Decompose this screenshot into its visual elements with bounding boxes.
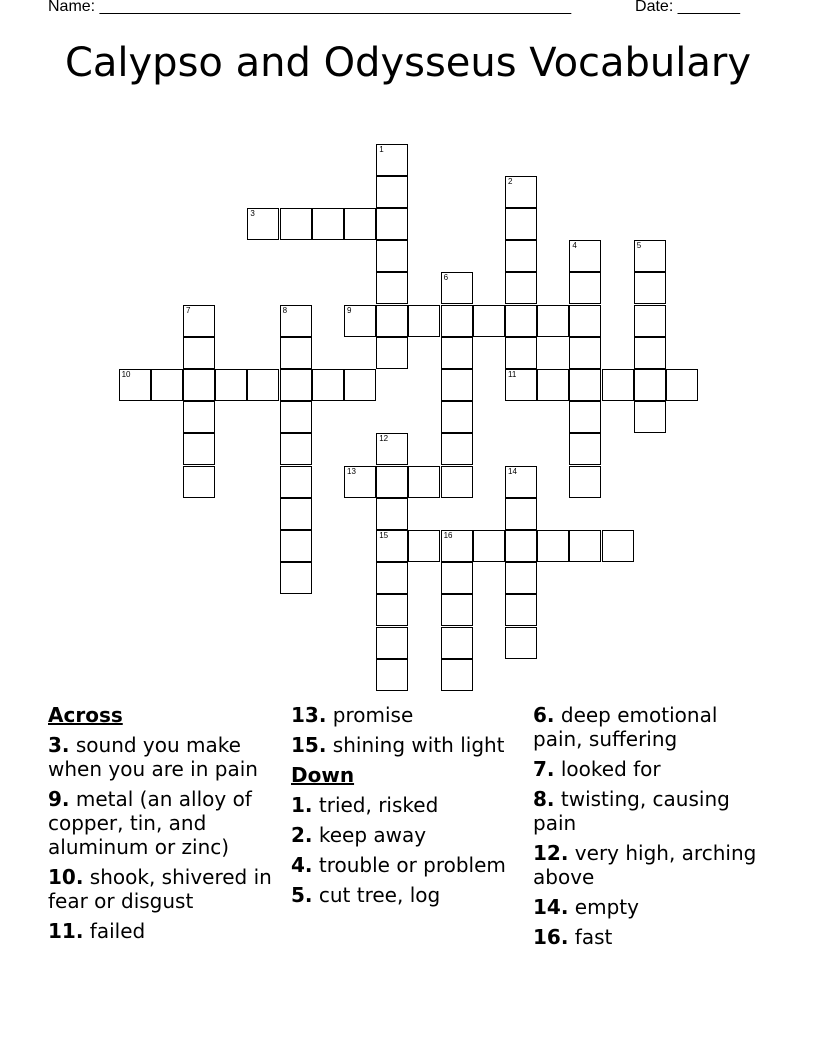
crossword-cell[interactable] — [376, 627, 408, 659]
crossword-cell[interactable] — [344, 305, 376, 337]
crossword-cell[interactable] — [537, 530, 569, 562]
crossword-cell[interactable] — [569, 433, 601, 465]
crossword-cell[interactable] — [537, 369, 569, 401]
clue-number: 1. — [291, 793, 313, 817]
crossword-cell[interactable] — [215, 369, 247, 401]
clue-number-label: 11 — [508, 370, 517, 379]
crossword-cell[interactable] — [183, 466, 215, 498]
crossword-cell[interactable] — [376, 337, 408, 369]
crossword-cell[interactable] — [569, 466, 601, 498]
clue-number: 3. — [48, 733, 70, 757]
crossword-cell[interactable] — [376, 176, 408, 208]
crossword-cell[interactable] — [441, 594, 473, 626]
crossword-cell[interactable] — [441, 530, 473, 562]
clue-text: twisting, causing pain — [533, 787, 730, 835]
crossword-cell[interactable] — [408, 305, 440, 337]
clue-text: tried, risked — [318, 793, 439, 817]
crossword-cell[interactable] — [408, 466, 440, 498]
clue-number-label: 7 — [186, 305, 191, 315]
across-heading: Across — [48, 703, 123, 727]
clue-number-label: 8 — [282, 305, 288, 315]
crossword-cell[interactable] — [280, 208, 312, 240]
clue-number-label: 5 — [636, 241, 642, 251]
crossword-cell[interactable] — [569, 369, 601, 401]
clue-number-label: 2 — [508, 176, 513, 186]
crossword-cell[interactable] — [280, 562, 312, 594]
clue-across-15 — [291, 733, 526, 757]
clue-down-2 — [291, 823, 526, 847]
crossword-cell[interactable] — [376, 530, 408, 562]
name-field[interactable]: Name: _____________________________________________________ — [48, 0, 572, 15]
crossword-cell[interactable] — [602, 530, 634, 562]
crossword-cell[interactable] — [505, 337, 537, 369]
clue-down-4 — [291, 853, 526, 877]
clue-across-9 — [48, 787, 283, 859]
crossword-cell[interactable] — [280, 401, 312, 433]
crossword-cell[interactable] — [441, 337, 473, 369]
crossword-cell[interactable] — [376, 498, 408, 530]
clue-down-12 — [533, 841, 768, 889]
clue-number-label: 16 — [443, 531, 453, 540]
crossword-cell[interactable] — [634, 401, 666, 433]
crossword-cell[interactable] — [376, 272, 408, 304]
crossword-cell[interactable] — [537, 305, 569, 337]
crossword-cell[interactable] — [505, 305, 537, 337]
clue-text: metal (an alloy of copper, tin, and aluminum or zinc) — [48, 787, 252, 859]
clue-text: empty — [574, 895, 639, 919]
clue-down-7 — [533, 757, 768, 781]
crossword-cell[interactable] — [441, 562, 473, 594]
crossword-cell[interactable] — [344, 208, 376, 240]
crossword-cell[interactable] — [344, 369, 376, 401]
crossword-cell[interactable] — [634, 337, 666, 369]
crossword-cell[interactable] — [376, 208, 408, 240]
crossword-cell[interactable] — [505, 498, 537, 530]
crossword-cell[interactable] — [634, 369, 666, 401]
crossword-cell[interactable] — [505, 562, 537, 594]
crossword-cell[interactable] — [280, 369, 312, 401]
clue-number-label: 9 — [347, 305, 352, 315]
crossword-cell[interactable] — [280, 466, 312, 498]
crossword-cell[interactable] — [505, 240, 537, 272]
clue-number: 9. — [48, 787, 70, 811]
clue-down-8 — [533, 787, 768, 835]
clue-text: fast — [574, 925, 613, 949]
crossword-cell[interactable] — [634, 305, 666, 337]
clue-number: 15. — [291, 733, 327, 757]
clue-number-label: 15 — [379, 531, 389, 540]
crossword-cell[interactable] — [280, 498, 312, 530]
clue-number-label: 14 — [508, 466, 517, 476]
crossword-cell[interactable] — [569, 530, 601, 562]
crossword-cell[interactable] — [666, 369, 698, 401]
crossword-cell[interactable] — [569, 272, 601, 304]
crossword-cell[interactable] — [119, 369, 151, 401]
crossword-cell[interactable] — [441, 272, 473, 304]
clue-text: keep away — [318, 823, 427, 847]
clue-text: shining with light — [332, 733, 505, 757]
crossword-cell[interactable] — [183, 401, 215, 433]
clue-across-11 — [48, 919, 283, 943]
clue-number: 12. — [533, 841, 569, 865]
clue-number: 11. — [48, 919, 84, 943]
clue-text: shook, shivered in fear or disgust — [48, 865, 272, 913]
clue-number-label: 6 — [443, 273, 449, 283]
crossword-cell[interactable] — [376, 659, 408, 691]
crossword-cell[interactable] — [602, 369, 634, 401]
clue-number: 5. — [291, 883, 313, 907]
clue-number-label: 12 — [379, 434, 389, 444]
crossword-cell[interactable] — [505, 272, 537, 304]
crossword-cell[interactable] — [280, 337, 312, 369]
crossword-cell[interactable] — [312, 369, 344, 401]
clue-number-label: 13 — [347, 466, 356, 476]
crossword-cell[interactable] — [183, 337, 215, 369]
crossword-cell[interactable] — [183, 433, 215, 465]
crossword-cell[interactable] — [473, 530, 505, 562]
clue-text: promise — [332, 703, 414, 727]
clue-text: cut tree, log — [318, 883, 441, 907]
crossword-cell[interactable] — [247, 208, 279, 240]
clues-column-2 — [291, 703, 526, 913]
crossword-cell[interactable] — [376, 433, 408, 465]
clue-number-label: 3 — [250, 209, 255, 218]
crossword-cell[interactable] — [312, 208, 344, 240]
crossword-cell[interactable] — [280, 305, 312, 337]
crossword-cell[interactable] — [376, 562, 408, 594]
crossword-cell[interactable] — [505, 627, 537, 659]
crossword-cell[interactable] — [634, 240, 666, 272]
clue-across-13 — [291, 703, 526, 727]
crossword-cell[interactable] — [376, 305, 408, 337]
crossword-cell[interactable] — [569, 240, 601, 272]
clue-number: 16. — [533, 925, 569, 949]
clue-down-1 — [291, 793, 526, 817]
clue-number-label: 4 — [572, 241, 577, 251]
crossword-cell[interactable] — [151, 369, 183, 401]
crossword-cell[interactable] — [376, 466, 408, 498]
clue-text: looked for — [560, 757, 661, 781]
crossword-cell[interactable] — [441, 401, 473, 433]
crossword-cell[interactable] — [441, 369, 473, 401]
crossword-cell[interactable] — [376, 240, 408, 272]
clue-number: 7. — [533, 757, 555, 781]
clue-text: deep emotional pain, suffering — [533, 703, 718, 751]
clue-across-10 — [48, 865, 283, 913]
crossword-cell[interactable] — [441, 433, 473, 465]
clue-number: 2. — [291, 823, 313, 847]
crossword-cell[interactable] — [505, 466, 537, 498]
date-field[interactable]: Date: _______ — [635, 0, 740, 15]
clue-text: sound you make when you are in pain — [48, 733, 258, 781]
clue-down-5 — [291, 883, 526, 907]
crossword-cell[interactable] — [569, 305, 601, 337]
crossword-cell[interactable] — [569, 401, 601, 433]
clue-number: 10. — [48, 865, 84, 889]
crossword-cell[interactable] — [441, 627, 473, 659]
crossword-cell[interactable] — [569, 337, 601, 369]
clue-number: 8. — [533, 787, 555, 811]
clue-number: 13. — [291, 703, 327, 727]
page-title: Calypso and Odysseus Vocabulary — [64, 40, 752, 86]
crossword-cell[interactable] — [505, 594, 537, 626]
crossword-cell[interactable] — [505, 176, 537, 208]
clue-down-14 — [533, 895, 768, 919]
clue-down-6 — [533, 703, 768, 751]
crossword-cell[interactable] — [183, 369, 215, 401]
crossword-cell[interactable] — [505, 530, 537, 562]
crossword-cell[interactable] — [376, 144, 408, 176]
crossword-cell[interactable] — [247, 369, 279, 401]
crossword-cell[interactable] — [441, 466, 473, 498]
crossword-cell[interactable] — [505, 369, 537, 401]
clue-text: failed — [89, 919, 146, 943]
down-heading: Down — [291, 763, 355, 787]
crossword-cell[interactable] — [634, 272, 666, 304]
crossword-cell[interactable] — [344, 466, 376, 498]
crossword-cell[interactable] — [473, 305, 505, 337]
clue-text: trouble or problem — [318, 853, 506, 877]
clue-down-16 — [533, 925, 768, 949]
crossword-cell[interactable] — [441, 659, 473, 691]
crossword-cell[interactable] — [505, 208, 537, 240]
clue-across-3 — [48, 733, 283, 781]
crossword-cell[interactable] — [280, 530, 312, 562]
clue-number-label: 1 — [379, 144, 384, 154]
clue-number: 14. — [533, 895, 569, 919]
clue-number: 6. — [533, 703, 555, 727]
clue-number-label: 10 — [121, 370, 131, 379]
crossword-cell[interactable] — [441, 305, 473, 337]
crossword-cell[interactable] — [280, 433, 312, 465]
clues-column-3 — [533, 703, 768, 955]
crossword-cell[interactable] — [183, 305, 215, 337]
crossword-cell[interactable] — [376, 594, 408, 626]
clues-column-1 — [48, 703, 283, 949]
clue-text: very high, arching above — [533, 841, 757, 889]
crossword-cell[interactable] — [408, 530, 440, 562]
clue-number: 4. — [291, 853, 313, 877]
